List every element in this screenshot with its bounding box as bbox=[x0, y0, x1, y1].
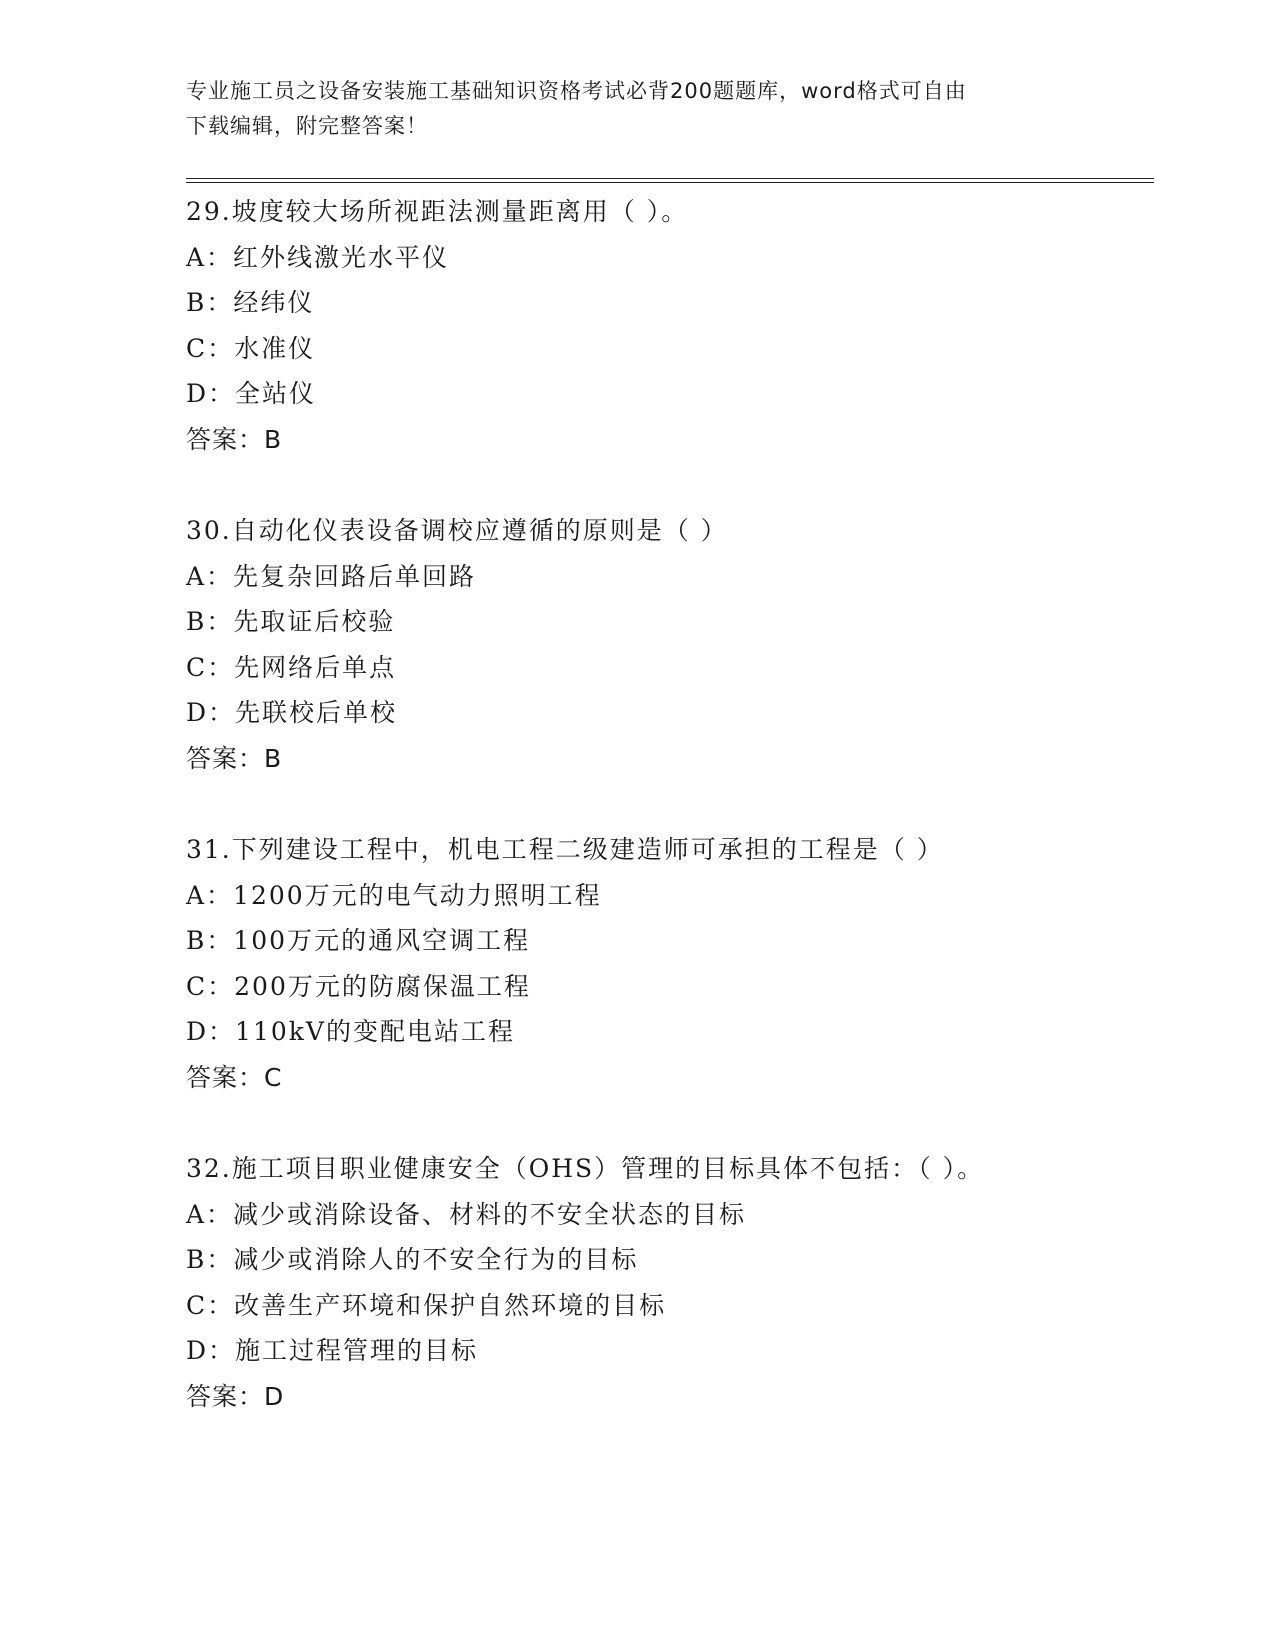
option-b: B：100万元的通风空调工程 bbox=[186, 926, 531, 956]
option-a: A：减少或消除设备、材料的不安全状态的目标 bbox=[186, 1199, 747, 1229]
header-divider-top bbox=[186, 178, 1154, 179]
option-d: D：先联校后单校 bbox=[186, 698, 398, 728]
option-a: A：先复杂回路后单回路 bbox=[186, 561, 477, 591]
option-c: C：先网络后单点 bbox=[186, 652, 397, 682]
option-d: D：全站仪 bbox=[186, 379, 317, 409]
answer: 答案：D bbox=[186, 1381, 285, 1411]
option-a: A：红外线激光水平仪 bbox=[186, 242, 450, 272]
header-line-2: 下载编辑，附完整答案！ bbox=[186, 114, 428, 138]
question-stem: 32.施工项目职业健康安全（OHS）管理的目标具体不包括：（ ）。 bbox=[186, 1154, 985, 1183]
question-32 bbox=[186, 1146, 1146, 1420]
answer: 答案：B bbox=[186, 424, 283, 454]
option-a: A：1200万元的电气动力照明工程 bbox=[186, 880, 602, 910]
header-divider-bottom bbox=[186, 182, 1154, 183]
option-c: C：水准仪 bbox=[186, 333, 316, 363]
document-header bbox=[186, 74, 1066, 144]
option-c: C：200万元的防腐保温工程 bbox=[186, 971, 531, 1001]
answer: 答案：C bbox=[186, 1062, 283, 1092]
question-stem: 29.坡度较大场所视距法测量距离用（ ）。 bbox=[186, 197, 689, 226]
option-c: C：改善生产环境和保护自然环境的目标 bbox=[186, 1290, 667, 1320]
question-30 bbox=[186, 508, 1146, 782]
option-b: B：先取证后校验 bbox=[186, 607, 396, 637]
question-31 bbox=[186, 827, 1146, 1101]
question-stem: 30.自动化仪表设备调校应遵循的原则是（ ） bbox=[186, 516, 728, 545]
question-stem: 31.下列建设工程中，机电工程二级建造师可承担的工程是（ ） bbox=[186, 835, 944, 864]
option-d: D：施工过程管理的目标 bbox=[186, 1336, 479, 1366]
option-b: B：经纬仪 bbox=[186, 288, 315, 318]
option-d: D：110kV的变配电站工程 bbox=[186, 1017, 515, 1047]
question-29 bbox=[186, 189, 1146, 463]
option-b: B：减少或消除人的不安全行为的目标 bbox=[186, 1245, 639, 1275]
answer: 答案：B bbox=[186, 743, 283, 773]
header-line-1: 专业施工员之设备安装施工基础知识资格考试必背200题题库，word格式可自由 bbox=[186, 79, 967, 103]
